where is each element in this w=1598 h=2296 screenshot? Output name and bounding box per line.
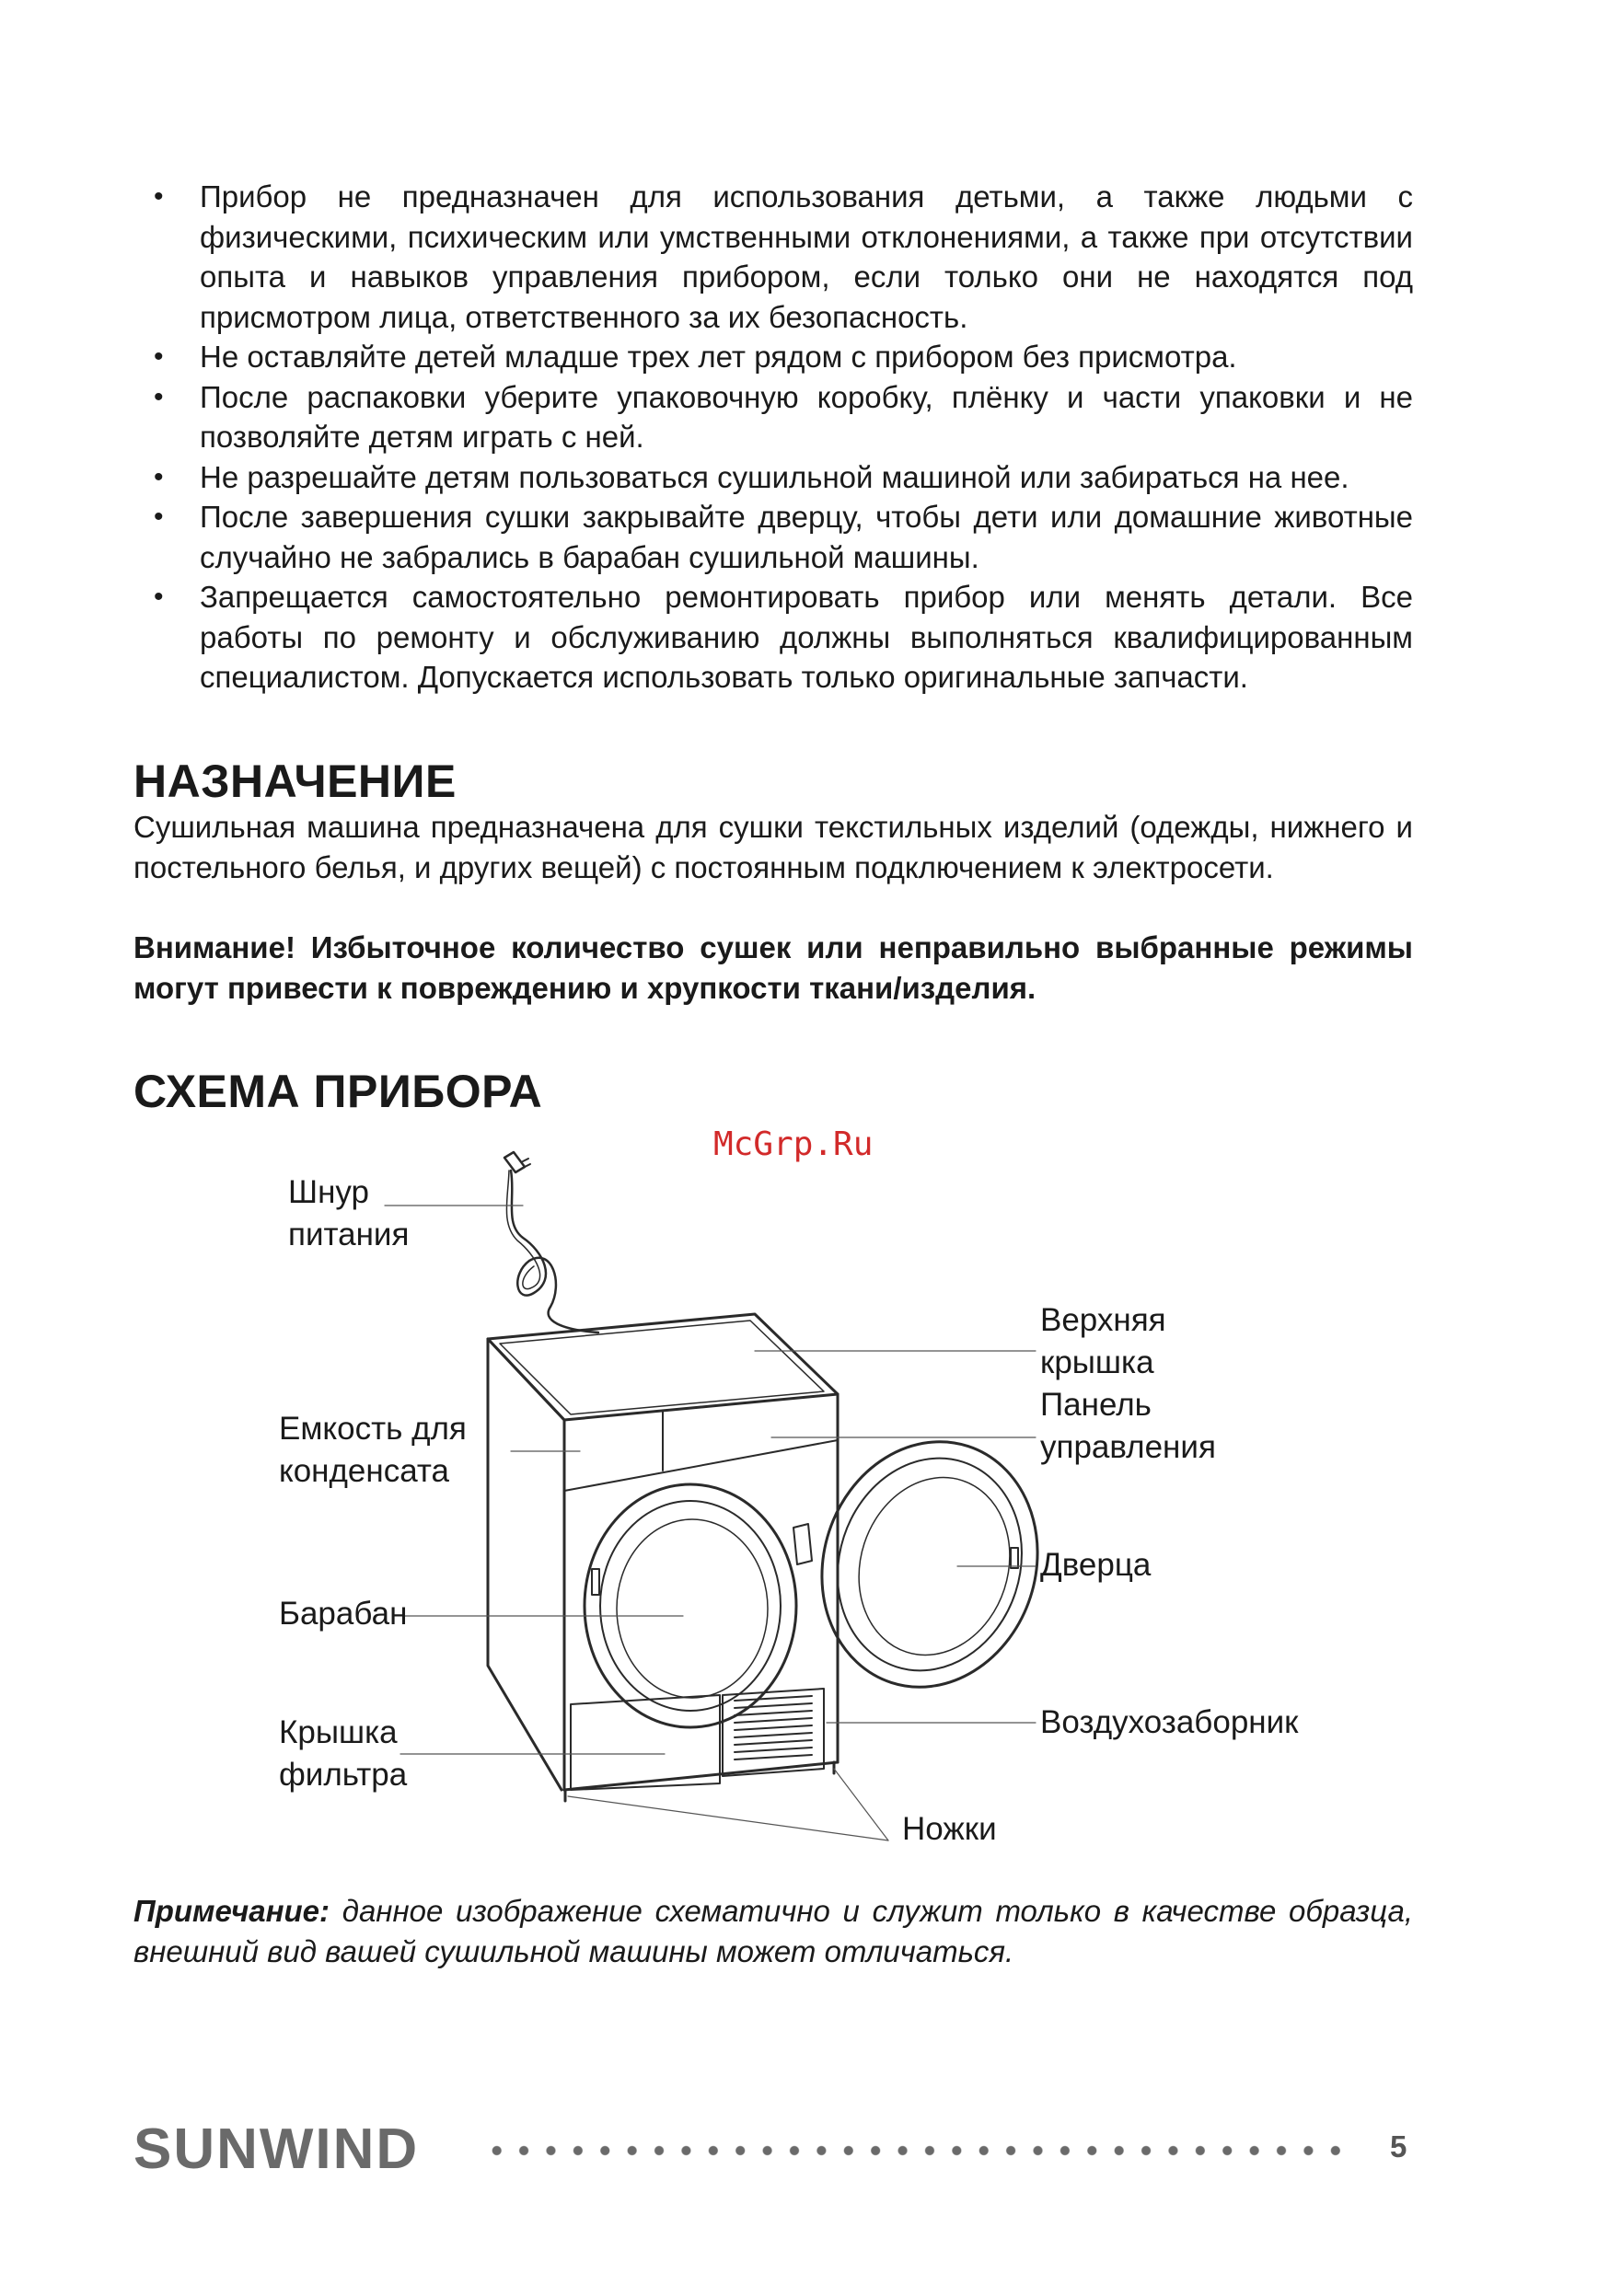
- label-drum: Барабан: [279, 1596, 408, 1632]
- label-power-cord: Шнур питания: [288, 1174, 410, 1252]
- dryer-illustration: [0, 1123, 1598, 1877]
- brand-logo: SUNWIND: [133, 2117, 420, 2181]
- door-drawing: [791, 1413, 1069, 1715]
- list-item: • Не оставляйте детей младше трех лет рядом с прибором без присмотра.: [133, 337, 1413, 377]
- label-filter-cover: Крышка фильтра: [279, 1714, 408, 1793]
- list-item: • Не разрешайте детям пользоваться сушильной машиной или забираться на нее.: [133, 457, 1413, 498]
- drum-opening-drawing: [585, 1484, 796, 1727]
- list-item: • После распаковки уберите упаковочную коробку, плёнку и части упаковки и не позволяйте детям играть с ней.: [133, 377, 1413, 457]
- page-number: 5: [1390, 2129, 1407, 2163]
- list-item: • После завершения сушки закрывайте дверцу, чтобы дети или домашние животные случайно не забрались в барабан сушильной машины.: [133, 497, 1413, 577]
- purpose-heading: НАЗНАЧЕНИЕ: [133, 756, 457, 807]
- air-intake-drawing: [723, 1689, 824, 1776]
- purpose-paragraph: Сушильная машина предназначена для сушки текстильных изделий (одежды, нижнего и постельного белья, и других вещей) с постоянным подключением к электросети.: [133, 810, 1413, 884]
- scheme-heading: СХЕМА ПРИБОРА: [133, 1066, 543, 1117]
- watermark: McGrp.Ru: [713, 1125, 874, 1163]
- warning-paragraph: Внимание! Избыточное количество сушек или неправильно выбранные режимы могут привести к повреждению и хрупкости ткани/изделия.: [133, 930, 1413, 1005]
- label-top-cover: Верхняя крышка: [1040, 1302, 1166, 1380]
- dryer-diagram: [0, 1123, 1598, 1877]
- list-item: • Запрещается самостоятельно ремонтировать прибор или менять детали. Все работы по ремонту и обслуживанию должны выполняться квалифицированным специалистом. Допускается использовать только оригинальные запчасти.: [133, 577, 1413, 698]
- leader-lines: [385, 1206, 1036, 1840]
- label-control-panel: Панель управления: [1040, 1387, 1216, 1465]
- footer-dots: [483, 2141, 1349, 2160]
- label-feet: Ножки: [902, 1811, 997, 1847]
- list-item: • Прибор не предназначен для использования детьми, а также людьми с физическими, психическим или умственными отклонениями, а также при отсутствии опыта и навыков управления прибором, если только они не находятся под присмотром лица, ответственного за их безопасность.: [133, 177, 1413, 337]
- note-label: Примечание:: [133, 1894, 330, 1928]
- label-air-intake: Воздухозаборник: [1040, 1704, 1299, 1740]
- label-door: Дверца: [1040, 1547, 1152, 1583]
- safety-list: [133, 177, 1413, 698]
- note-text: данное изображение схематично и служит только в качестве образца, внешний вид вашей сушильной машины может отличаться.: [133, 1894, 1413, 1968]
- power-cord-drawing: [504, 1152, 598, 1333]
- note-paragraph: [133, 1891, 1413, 1971]
- label-condensate-tank: Емкость для конденсата: [279, 1411, 467, 1489]
